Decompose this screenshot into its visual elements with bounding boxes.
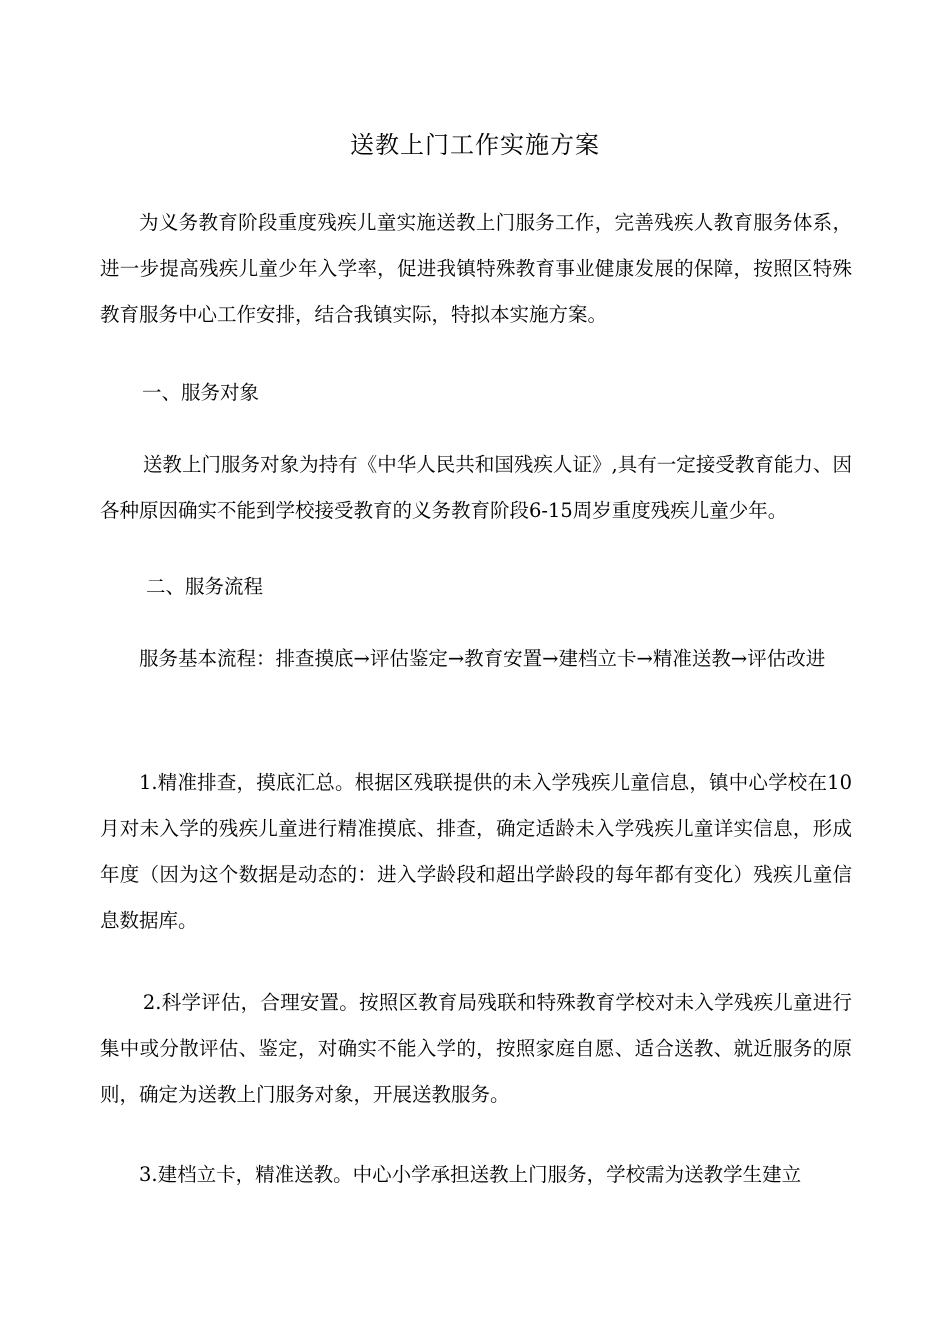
step-3-paragraph: 3.建档立卡，精准送教。中心小学承担送教上门服务，学校需为送教学生建立 — [139, 1163, 802, 1186]
section-heading-service-process: 二、服务流程 — [146, 575, 264, 598]
service-target-paragraph: 送教上门服务对象为持有《中华人民共和国残疾人证》,具有一定接受教育能力、因各种原因确实不能到学校接受教育的义务教育阶段6-15周岁重度残疾儿童少年。 — [100, 453, 852, 522]
section-heading-service-target: 一、服务对象 — [142, 381, 260, 404]
service-flow-paragraph: 服务基本流程：排查摸底→评估鉴定→教育安置→建档立卡→精准送教→评估改进 — [139, 647, 826, 670]
intro-paragraph: 为义务教育阶段重度残疾儿童实施送教上门服务工作，完善残疾人教育服务体系，进一步提高残疾儿童少年入学率，促进我镇特殊教育事业健康发展的保障，按照区特殊教育服务中心工作安排，结合我镇实际，特拟本实施方案。 — [100, 211, 852, 326]
step-2-paragraph: 2.科学评估，合理安置。按照区教育局残联和特殊教育学校对未入学残疾儿童进行集中或分散评估、鉴定，对确实不能入学的，按照家庭自愿、适合送教、就近服务的原则，确定为送教上门服务对象，开展送教服务。 — [100, 991, 852, 1106]
document-title: 送教上门工作实施方案 — [350, 131, 600, 159]
step-1-paragraph: 1.精准排查，摸底汇总。根据区残联提供的未入学残疾儿童信息，镇中心学校在10月对未入学的残疾儿童进行精准摸底、排查，确定适龄未入学残疾儿童详实信息，形成年度（因为这个数据是动态的：进入学龄段和超出学龄段的每年都有变化）残疾儿童信息数据库。 — [100, 771, 852, 932]
